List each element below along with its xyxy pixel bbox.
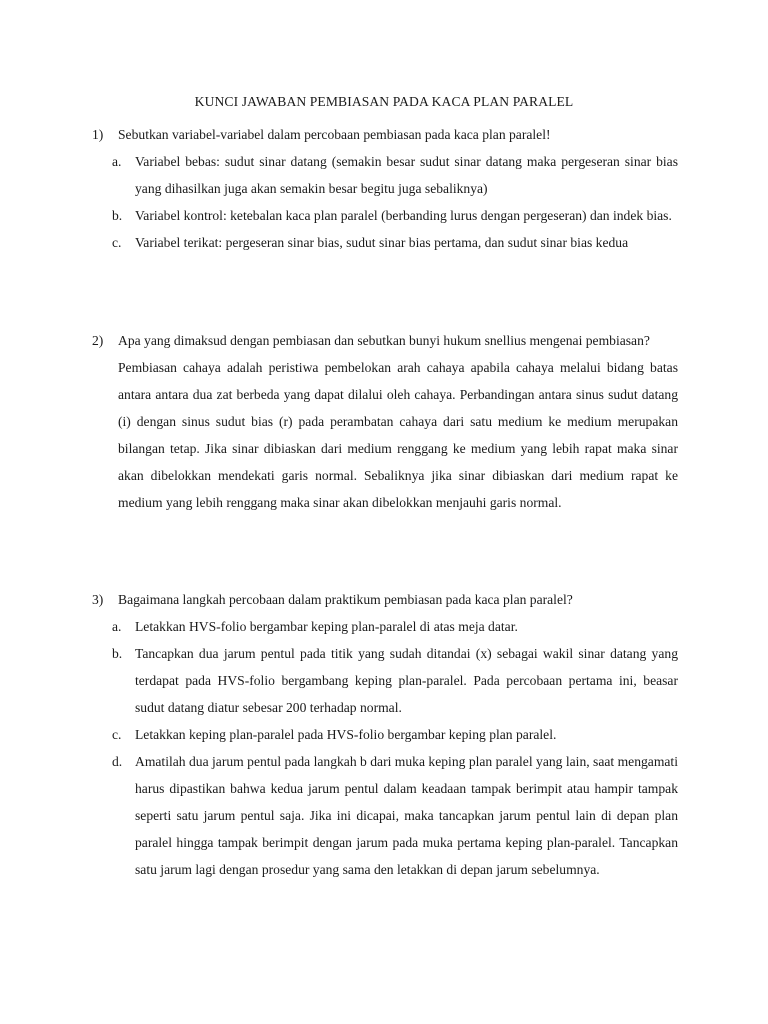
- item-label: a.: [112, 154, 122, 169]
- item-label: d.: [112, 754, 123, 769]
- list-item: [92, 640, 678, 721]
- list-item: [92, 748, 678, 883]
- question-2: [92, 327, 678, 516]
- item-text: Letakkan HVS-folio bergambar keping plan-paralel di atas meja datar.: [135, 619, 518, 634]
- list-item: [92, 613, 678, 640]
- item-text: Letakkan keping plan-paralel pada HVS-folio bergambar keping plan paralel.: [135, 727, 557, 742]
- question-3: [92, 586, 678, 883]
- document-title: KUNCI JAWABAN PEMBIASAN PADA KACA PLAN PARALEL: [194, 94, 574, 109]
- item-label: c.: [112, 235, 122, 250]
- list-item: [92, 202, 678, 229]
- question-number: 1): [92, 127, 104, 142]
- item-text: Variabel bebas: sudut sinar datang (semakin besar sudut sinar datang maka pergeseran sinar bias yang dihasilkan juga akan semakin besar begitu juga sebaliknya): [135, 154, 678, 196]
- item-label: c.: [112, 727, 122, 742]
- question-2-header: [92, 327, 678, 354]
- item-label: a.: [112, 619, 122, 634]
- answer-paragraph: Pembiasan cahaya adalah peristiwa pembelokan arah cahaya apabila cahaya melalui bidang batas antara antara dua zat berbeda yang dapat dilalui oleh cahaya. Perbandingan antara sinus sudut datang (i) dengan sinus sudut bias (r) pada perambatan cahaya dari satu medium ke medium merupakan bilangan tetap. Jika sinar dibiaskan dari medium renggang ke medium yang lebih rapat maka sinar akan dibelokkan mendekati garis normal. Sebaliknya jika sinar dibiaskan dari medium rapat ke medium yang lebih renggang maka sinar akan dibelokkan menjauhi garis normal.: [118, 360, 678, 510]
- item-text: Variabel kontrol: ketebalan kaca plan paralel (berbanding lurus dengan pergeseran) dan indek bias.: [135, 208, 672, 223]
- question-3-header: [92, 586, 678, 613]
- question-number: 2): [92, 333, 104, 348]
- list-item: [92, 721, 678, 748]
- question-text: Sebutkan variabel-variabel dalam percobaan pembiasan pada kaca plan paralel!: [118, 127, 551, 142]
- list-item: [92, 229, 678, 256]
- item-text: Amatilah dua jarum pentul pada langkah b dari muka keping plan paralel yang lain, saat mengamati harus dipastikan bahwa kedua jarum pentul dalam keadaan tampak berimpit atau hampir tampak seperti satu jarum pentul saja. Jika ini dicapai, maka tancapkan jarum pentul lain di depan plan paralel hingga tampak berimpit dengan jarum pada muka pertama keping plan-paralel. Tancapkan satu jarum lagi dengan prosedur yang sama den letakkan di depan jarum sebelumnya.: [135, 754, 678, 877]
- item-label: b.: [112, 208, 123, 223]
- question-text: Bagaimana langkah percobaan dalam praktikum pembiasan pada kaca plan paralel?: [118, 592, 573, 607]
- question-3-items: [92, 613, 678, 883]
- item-label: b.: [112, 646, 123, 661]
- question-1-header: [92, 121, 678, 148]
- question-1: [92, 121, 678, 256]
- list-item: [92, 148, 678, 202]
- question-number: 3): [92, 592, 104, 607]
- question-text: Apa yang dimaksud dengan pembiasan dan sebutkan bunyi hukum snellius mengenai pembiasan?: [118, 333, 650, 348]
- question-1-items: [92, 148, 678, 256]
- item-text: Variabel terikat: pergeseran sinar bias, sudut sinar bias pertama, dan sudut sinar bias kedua: [135, 235, 629, 250]
- item-text: Tancapkan dua jarum pentul pada titik yang sudah ditandai (x) sebagai wakil sinar datang yang terdapat pada HVS-folio bergambang keping plan-paralel. Pada percobaan pertama ini, beasar sudut datang diatur sebesar 200 terhadap normal.: [135, 646, 678, 715]
